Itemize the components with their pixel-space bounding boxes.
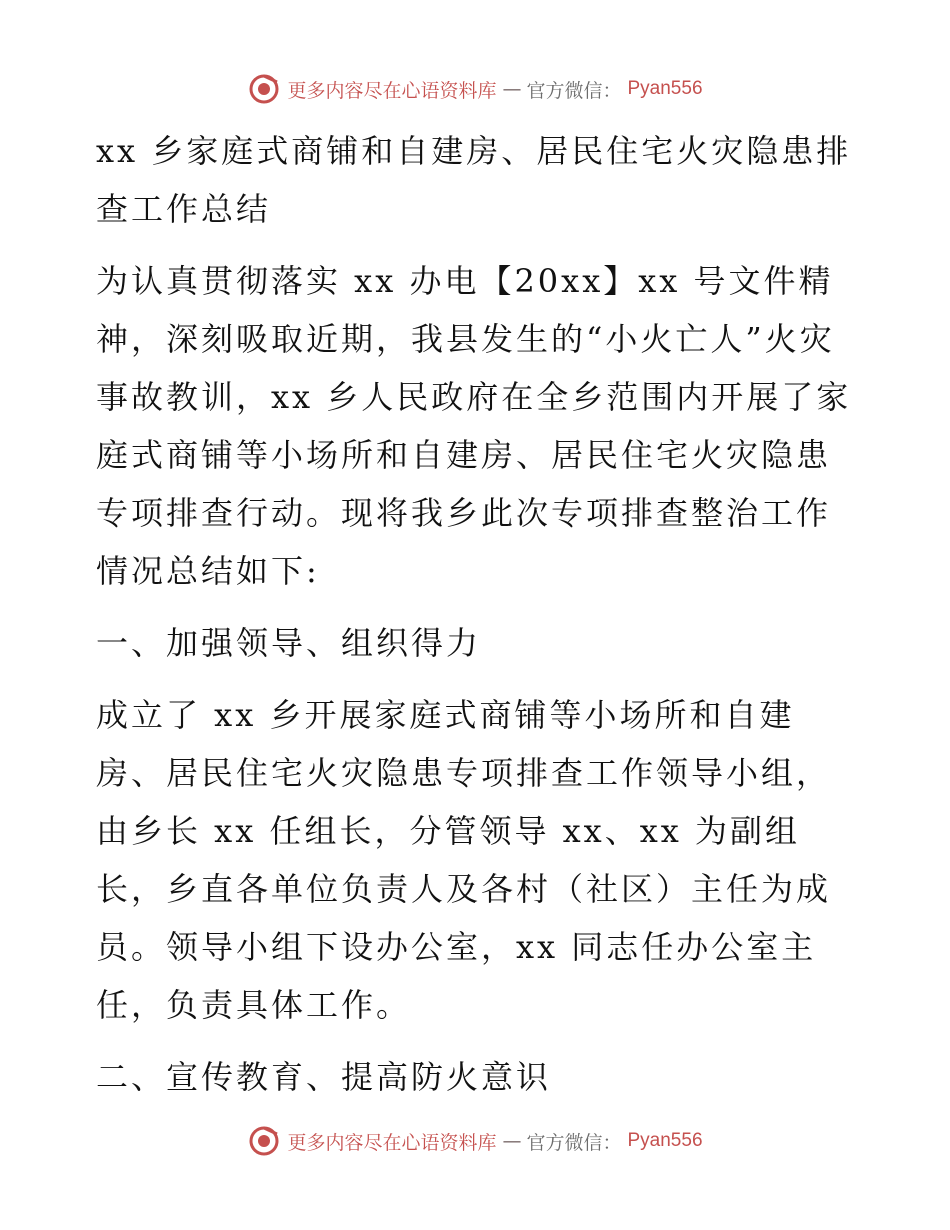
watermark-wechat-label: 官方微信： (526, 79, 622, 102)
paragraph-intro: 为认真贯彻落实 xx 办电【20xx】xx 号文件精神，深刻吸取近期，我县发生的“小火亡人”火灾事故教训，xx 乡人民政府在全乡范围内开展了家庭式商铺等小场所和自建房、居民住宅火灾隐患专项排查行动。现将我乡此次专项排查整治工作情况总结如下: (96, 262, 852, 590)
watermark-wechat-id: Pyan556 (627, 78, 703, 99)
section-heading-2: 二、宣传教育、提高防火意识 (96, 1058, 552, 1096)
watermark-wechat-label: 官方微信： (526, 1131, 622, 1154)
seal-logo-icon (247, 72, 281, 106)
watermark-wechat-id: Pyan556 (627, 1130, 703, 1151)
document-title: xx 乡家庭式商铺和自建房、居民住宅火灾隐患排查工作总结 (96, 132, 852, 228)
watermark-site-name: 更多内容尽在心语资料库 (287, 79, 497, 102)
section-heading-1: 一、加强领导、组织得力 (96, 624, 482, 662)
watermark-banner-bottom (0, 1124, 950, 1158)
watermark-site-name: 更多内容尽在心语资料库 (287, 1131, 497, 1154)
watermark-dash: — (502, 1130, 521, 1152)
paragraph-leadership: 成立了 xx 乡开展家庭式商铺等小场所和自建房、居民住宅火灾隐患专项排查工作领导小组，由乡长 xx 任组长，分管领导 xx、xx 为副组长，乡直各单位负责人及各村（社区）主任为成员。领导小组下设办公室，xx 同志任办公室主任，负责具体工作。 (96, 696, 832, 1024)
document-body (96, 122, 856, 1120)
watermark-dash: — (502, 78, 521, 100)
seal-logo-icon (247, 1124, 281, 1158)
watermark-banner-top (0, 72, 950, 106)
